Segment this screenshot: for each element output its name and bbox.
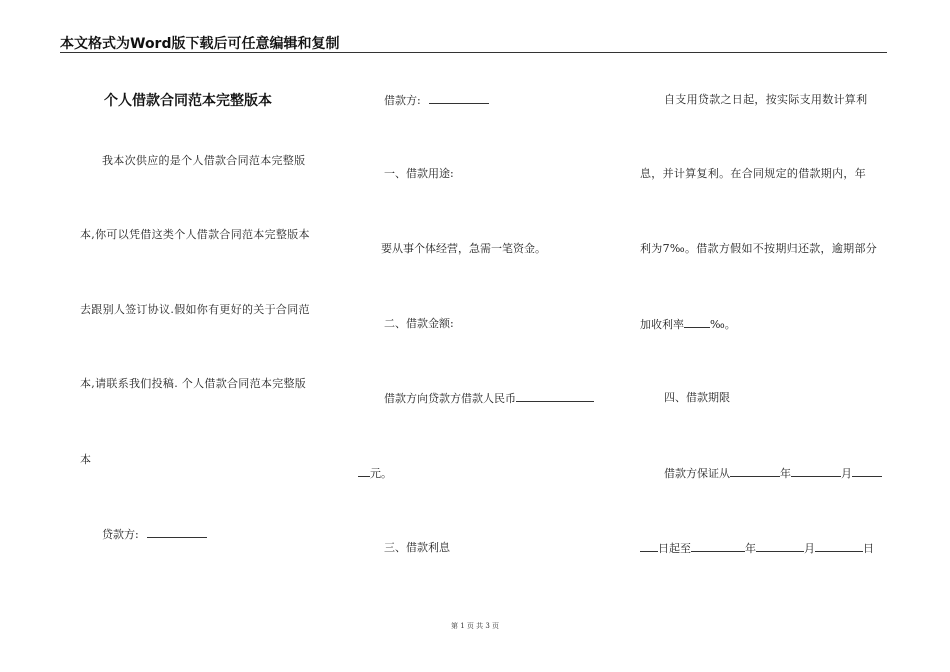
intro-line-4: 本,请联系我们投稿. 个人借款合同范本完整版	[80, 377, 307, 390]
borrower-blank	[429, 92, 489, 104]
intro-line-3: 去跟别人签订协议.假如你有更好的关于合同范	[80, 303, 310, 316]
document-header: 本文格式为Word版下载后可任意编辑和复制	[60, 36, 340, 52]
document-title: 个人借款合同范本完整版本	[104, 93, 272, 109]
intro-line-5: 本	[80, 453, 91, 466]
term-heading: 四、借款期限	[664, 391, 730, 404]
term-line-2	[640, 540, 874, 557]
term-end-day-label: 日	[863, 542, 874, 555]
interest-heading: 三、借款利息	[384, 541, 450, 554]
penalty-suffix: ‰。	[710, 318, 736, 331]
amount-heading: 二、借款金额:	[384, 317, 454, 330]
term-start-day-cont-blank	[640, 540, 658, 552]
term-year-label: 年	[780, 467, 791, 480]
term-start-year-blank	[730, 465, 780, 477]
amount-unit	[358, 465, 392, 482]
lender-blank	[147, 526, 207, 538]
term-end-year-blank	[691, 540, 745, 552]
intro-line-2: 本,你可以凭借这类个人借款合同范本完整版本	[80, 228, 310, 241]
amount-blank	[516, 390, 594, 402]
term-end-day-blank	[815, 540, 863, 552]
amount-label: 借款方向贷款方借款人民币	[384, 392, 516, 405]
intro-line-1: 我本次供应的是个人借款合同范本完整版	[102, 154, 306, 167]
header-divider	[60, 52, 887, 53]
amount-unit-blank	[358, 465, 370, 477]
term-end-year-label: 年	[745, 542, 756, 555]
page-footer: 第 1 页 共 3 页	[450, 622, 500, 630]
interest-line-3: 利为7‰。借款方假如不按期归还款，逾期部分	[640, 242, 878, 255]
lender-field	[102, 526, 207, 543]
penalty-blank	[684, 316, 710, 328]
borrower-label: 借款方:	[384, 94, 421, 107]
purpose-heading: 一、借款用途:	[384, 167, 454, 180]
lender-label: 贷款方:	[102, 528, 139, 541]
term-start-month-blank	[791, 465, 841, 477]
interest-line-1: 自支用贷款之日起，按实际支用数计算利	[664, 93, 868, 106]
term-prefix: 借款方保证从	[664, 467, 730, 480]
term-end-month-label: 月	[804, 542, 815, 555]
term-end-month-blank	[756, 540, 804, 552]
term-from-label: 日起至	[658, 542, 691, 555]
borrower-field	[384, 92, 489, 109]
amount-unit-label: 元。	[370, 467, 392, 480]
term-month-label: 月	[841, 467, 852, 480]
interest-line-2: 息，并计算复利。在合同规定的借款期内，年	[640, 167, 866, 180]
amount-text	[384, 390, 594, 407]
term-start-day-blank	[852, 465, 882, 477]
penalty-prefix: 加收利率	[640, 318, 684, 331]
penalty-rate	[640, 316, 736, 333]
purpose-text: 要从事个体经营，急需一笔资金。	[381, 242, 546, 255]
term-line-1	[664, 465, 882, 482]
